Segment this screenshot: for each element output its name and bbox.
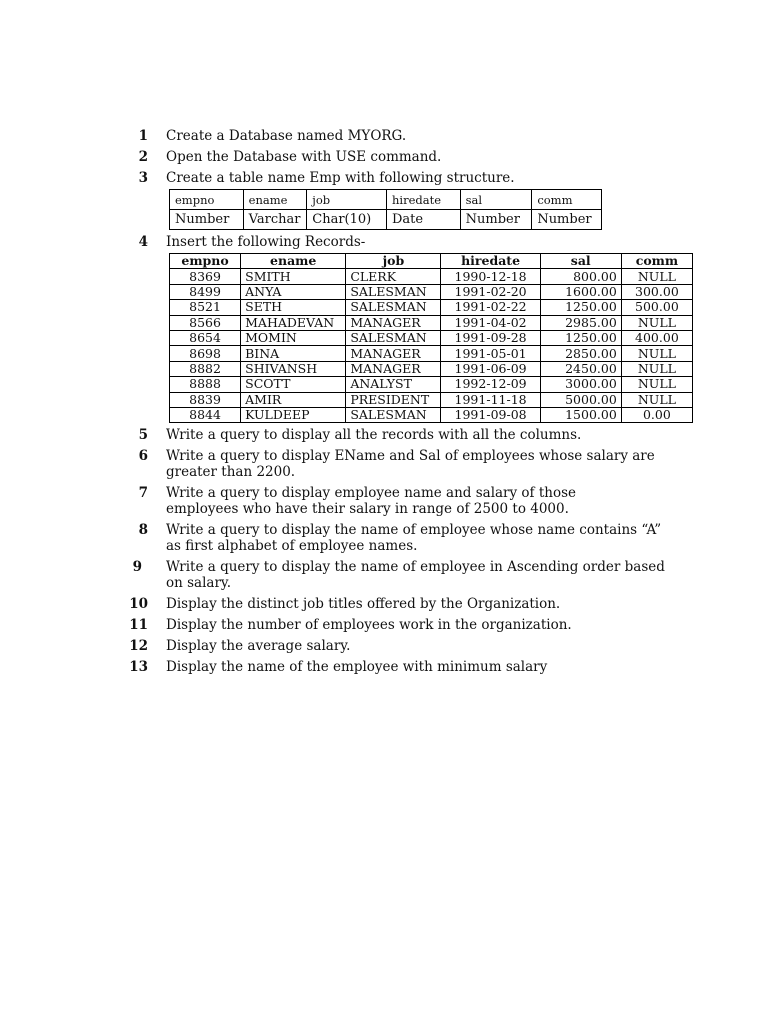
table-cell-hiredate: 1991-09-08 <box>441 407 540 422</box>
table-cell-sal: 3000.00 <box>540 377 621 392</box>
item-number: 12 <box>129 638 148 654</box>
item-number: 8 <box>138 522 148 538</box>
table-cell-comm: NULL <box>621 361 692 376</box>
item-text: Open the Database with USE command. <box>166 149 442 165</box>
structure-column-type: Char(10) <box>307 210 387 230</box>
structure-column-type: Number <box>532 210 602 230</box>
records-header-cell: sal <box>540 254 621 269</box>
table-cell-empno: 8698 <box>170 346 241 361</box>
item-text: Create a Database named MYORG. <box>166 128 407 144</box>
item-number: 4 <box>138 234 148 250</box>
table-cell-ename: KULDEEP <box>241 407 346 422</box>
item-number: 11 <box>129 617 148 633</box>
table-row <box>170 300 693 315</box>
table-cell-job: PRESIDENT <box>346 392 441 407</box>
table-row <box>170 392 693 407</box>
item-number: 10 <box>129 596 148 612</box>
structure-column-name: sal <box>460 190 532 210</box>
table-cell-comm: 500.00 <box>621 300 692 315</box>
table-cell-ename: ANYA <box>241 284 346 299</box>
table-cell-ename: SMITH <box>241 269 346 284</box>
records-header-cell: comm <box>621 254 692 269</box>
item-text: Create a table name Emp with following structure. <box>166 170 515 186</box>
table-cell-hiredate: 1992-12-09 <box>441 377 540 392</box>
item-number: 2 <box>138 149 148 165</box>
records-table <box>169 253 693 423</box>
table-cell-empno: 8844 <box>170 407 241 422</box>
structure-column-type: Number <box>170 210 244 230</box>
item-text: Write a query to display the name of employee in Ascending order based on salary. <box>166 559 665 591</box>
records-header-cell: hiredate <box>441 254 540 269</box>
table-cell-job: SALESMAN <box>346 407 441 422</box>
table-cell-sal: 1600.00 <box>540 284 621 299</box>
table-row <box>170 377 693 392</box>
table-cell-empno: 8369 <box>170 269 241 284</box>
table-cell-empno: 8882 <box>170 361 241 376</box>
item-number: 3 <box>138 170 148 186</box>
table-row <box>170 330 693 345</box>
table-cell-ename: AMIR <box>241 392 346 407</box>
table-cell-comm: NULL <box>621 315 692 330</box>
item-text: Insert the following Records- <box>166 234 366 250</box>
table-cell-sal: 800.00 <box>540 269 621 284</box>
table-cell-empno: 8654 <box>170 330 241 345</box>
table-cell-hiredate: 1991-02-20 <box>441 284 540 299</box>
table-cell-sal: 2985.00 <box>540 315 621 330</box>
table-cell-empno: 8521 <box>170 300 241 315</box>
table-cell-ename: SETH <box>241 300 346 315</box>
item-text: Display the average salary. <box>166 638 351 654</box>
table-cell-job: SALESMAN <box>346 330 441 345</box>
structure-type-row <box>170 210 602 230</box>
records-header-cell: job <box>346 254 441 269</box>
table-cell-sal: 1500.00 <box>540 407 621 422</box>
table-cell-hiredate: 1991-09-28 <box>441 330 540 345</box>
table-cell-hiredate: 1991-06-09 <box>441 361 540 376</box>
table-row <box>170 284 693 299</box>
table-row <box>170 346 693 361</box>
structure-column-type: Date <box>386 210 460 230</box>
table-row <box>170 361 693 376</box>
table-cell-empno: 8499 <box>170 284 241 299</box>
item-number: 9 <box>132 559 142 575</box>
table-cell-sal: 2850.00 <box>540 346 621 361</box>
table-cell-comm: 400.00 <box>621 330 692 345</box>
item-text: Display the name of the employee with minimum salary <box>166 659 548 675</box>
item-text: Display the number of employees work in the organization. <box>166 617 572 633</box>
table-row <box>170 269 693 284</box>
table-cell-sal: 1250.00 <box>540 300 621 315</box>
item-number: 1 <box>138 128 148 144</box>
table-cell-ename: BINA <box>241 346 346 361</box>
table-cell-hiredate: 1991-04-02 <box>441 315 540 330</box>
table-row <box>170 315 693 330</box>
records-body <box>170 269 693 423</box>
structure-column-name: ename <box>243 190 307 210</box>
table-cell-comm: 0.00 <box>621 407 692 422</box>
structure-column-type: Number <box>460 210 532 230</box>
records-header-cell: ename <box>241 254 346 269</box>
table-cell-ename: SCOTT <box>241 377 346 392</box>
structure-column-name: comm <box>532 190 602 210</box>
item-number: 7 <box>138 485 148 501</box>
table-cell-job: SALESMAN <box>346 300 441 315</box>
table-row <box>170 407 693 422</box>
table-cell-sal: 2450.00 <box>540 361 621 376</box>
table-cell-ename: SHIVANSH <box>241 361 346 376</box>
table-cell-empno: 8566 <box>170 315 241 330</box>
item-text: Write a query to display EName and Sal of employees whose salary are greater than 2200. <box>166 448 655 480</box>
table-cell-comm: NULL <box>621 346 692 361</box>
item-text: Write a query to display all the records with all the columns. <box>166 427 582 443</box>
table-cell-job: MANAGER <box>346 346 441 361</box>
structure-column-type: Varchar <box>243 210 307 230</box>
item-number: 6 <box>138 448 148 464</box>
item-text: Write a query to display the name of employee whose name contains “A” as first alphabet of employee names. <box>166 522 662 554</box>
table-cell-comm: NULL <box>621 392 692 407</box>
item-number: 13 <box>129 659 148 675</box>
table-cell-empno: 8888 <box>170 377 241 392</box>
records-header-cell: empno <box>170 254 241 269</box>
table-cell-job: MANAGER <box>346 361 441 376</box>
structure-column-name: empno <box>170 190 244 210</box>
table-cell-job: SALESMAN <box>346 284 441 299</box>
table-cell-hiredate: 1991-11-18 <box>441 392 540 407</box>
table-cell-job: MANAGER <box>346 315 441 330</box>
records-header-row <box>170 254 693 269</box>
table-cell-empno: 8839 <box>170 392 241 407</box>
item-text: Display the distinct job titles offered by the Organization. <box>166 596 561 612</box>
item-text: Write a query to display employee name and salary of those employees who have their salary in range of 2500 to 4000. <box>166 485 577 517</box>
table-cell-comm: 300.00 <box>621 284 692 299</box>
table-cell-hiredate: 1990-12-18 <box>441 269 540 284</box>
table-cell-ename: MAHADEVAN <box>241 315 346 330</box>
table-cell-job: ANALYST <box>346 377 441 392</box>
table-cell-job: CLERK <box>346 269 441 284</box>
structure-header-row <box>170 190 602 210</box>
table-cell-ename: MOMIN <box>241 330 346 345</box>
table-cell-sal: 5000.00 <box>540 392 621 407</box>
structure-column-name: hiredate <box>386 190 460 210</box>
table-cell-sal: 1250.00 <box>540 330 621 345</box>
table-cell-hiredate: 1991-02-22 <box>441 300 540 315</box>
table-cell-hiredate: 1991-05-01 <box>441 346 540 361</box>
structure-column-name: job <box>307 190 387 210</box>
structure-table <box>169 189 602 230</box>
table-cell-comm: NULL <box>621 377 692 392</box>
item-number: 5 <box>138 427 148 443</box>
table-cell-comm: NULL <box>621 269 692 284</box>
